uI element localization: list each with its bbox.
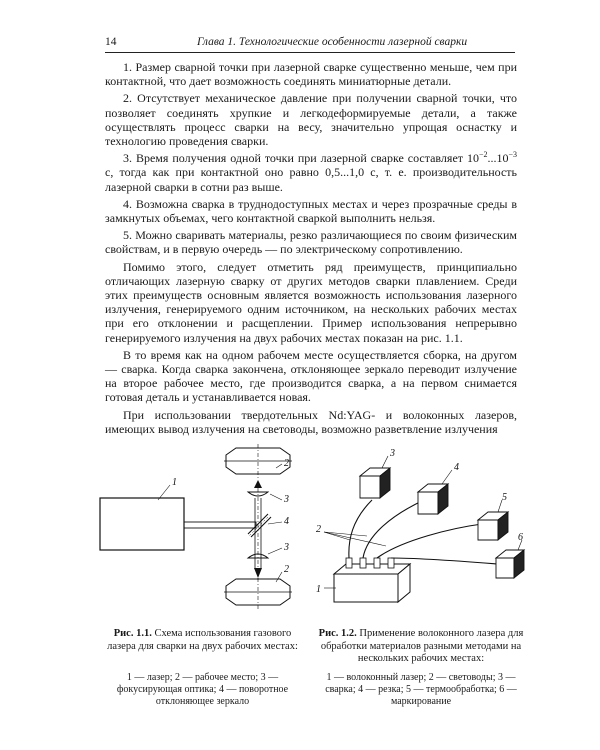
work-head-3 bbox=[360, 468, 390, 498]
page-header bbox=[105, 34, 515, 53]
label-3: 3 bbox=[390, 448, 395, 459]
figure-1-1-legend: 1 — лазер; 2 — рабочее место; 3 — фокусирующая оптика; 4 — поворотное отклоняющее зеркало bbox=[116, 672, 289, 707]
label-3-bottom: 3 bbox=[284, 542, 289, 553]
paragraph-6: Помимо этого, следует отметить ряд преимуществ, принципиально отличающих лазерную сварку от других методов сварки плавлением. Среди этих преимуществ основным является возможность использования лазерного излучения, генерируемого одним источником, на нескольких рабочих местах при его отклонении и расщеплении. Пример использования непрерывно генерируемого излучения на двух рабочих местах показан на рис. 1.1. bbox=[105, 259, 517, 345]
mirror bbox=[248, 514, 271, 537]
chapter-title: Глава 1. Технологические особенности лазерной сварки bbox=[197, 36, 468, 48]
label-4: 4 bbox=[284, 516, 289, 527]
label-2-bottom: 2 bbox=[284, 564, 289, 575]
figure-1-2 bbox=[312, 440, 527, 630]
work-head-4 bbox=[418, 484, 448, 514]
work-head-6 bbox=[496, 550, 524, 578]
paragraph-3: 3. Время получения одной точки при лазерной сварке составляет $10^{-2}...10^{-3}$ с, тогда как при контактной оно равно 0,5...1,0 с, т. е. производительность лазерной сварки в сотни раз выше. bbox=[105, 150, 517, 194]
page-number: 14 bbox=[105, 36, 117, 48]
label-6: 6 bbox=[518, 532, 523, 543]
label-2-top: 2 bbox=[284, 458, 289, 469]
paragraph-1: 1. Размер сварной точки при лазерной сварке существенно меньше, чем при контактной, что дает возможность соединять миниатюрные детали. bbox=[105, 60, 517, 89]
figure-1-1-diagram bbox=[96, 440, 306, 620]
beam-horizontal bbox=[184, 522, 256, 528]
figure-1-1-caption: Рис. 1.1. Схема использования газового лазера для сварки на двух рабочих местах: bbox=[107, 628, 298, 652]
label-4: 4 bbox=[454, 462, 459, 473]
figure-1-2-diagram bbox=[312, 440, 527, 630]
figure-1-2-legend: 1 — волоконный лазер; 2 — световоды; 3 — сварка; 4 — резка; 5 — термообработка; 6 — маркирование bbox=[325, 672, 517, 707]
laser-box bbox=[100, 498, 184, 550]
workplace-bottom bbox=[224, 578, 292, 610]
paragraph-7: В то время как на одном рабочем месте осуществляется сборка, на другом — сварка. Когда сварка закончена, отклоняющее зеркало переводит излучение на второе рабочее место, где производится сварка, а на первом снимается готовая деталь и устанавливается новая. bbox=[105, 347, 517, 405]
paragraph-5: 5. Можно сваривать материалы, резко различающиеся по своим физическим свойствам, и в первую очередь — по электрическому сопротивлению. bbox=[105, 228, 517, 257]
label-1: 1 bbox=[172, 477, 177, 488]
figure-1-1 bbox=[96, 440, 306, 620]
work-head-5 bbox=[478, 512, 508, 540]
label-5: 5 bbox=[502, 492, 507, 503]
body-text bbox=[105, 60, 517, 439]
fiber-laser-block bbox=[334, 558, 410, 602]
paragraph-2: 2. Отсутствует механическое давление при получении сварной точки, что позволяет соединять хрупкие и легкодеформируемые детали, а также осуществлять процесс сварки на весу, значительно упрощая оснастку и технологию проведения сварки. bbox=[105, 91, 517, 149]
label-2: 2 bbox=[316, 524, 321, 535]
paragraph-8: При использовании твердотельных Nd:YAG- и волоконных лазеров, имеющих вывод излучения на световоды, возможно разветвление излучения bbox=[105, 407, 517, 436]
label-3-top: 3 bbox=[284, 494, 289, 505]
figure-1-2-caption: Рис. 1.2. Применение волоконного лазера для обработки материалов разными методами на нескольких рабочих местах: bbox=[318, 628, 524, 664]
label-1: 1 bbox=[316, 584, 321, 595]
paragraph-4: 4. Возможна сварка в труднодоступных местах и через прозрачные среды в замкнутых объемах, чего контактной сваркой выполнить нельзя. bbox=[105, 196, 517, 226]
workplace-top bbox=[224, 444, 292, 480]
